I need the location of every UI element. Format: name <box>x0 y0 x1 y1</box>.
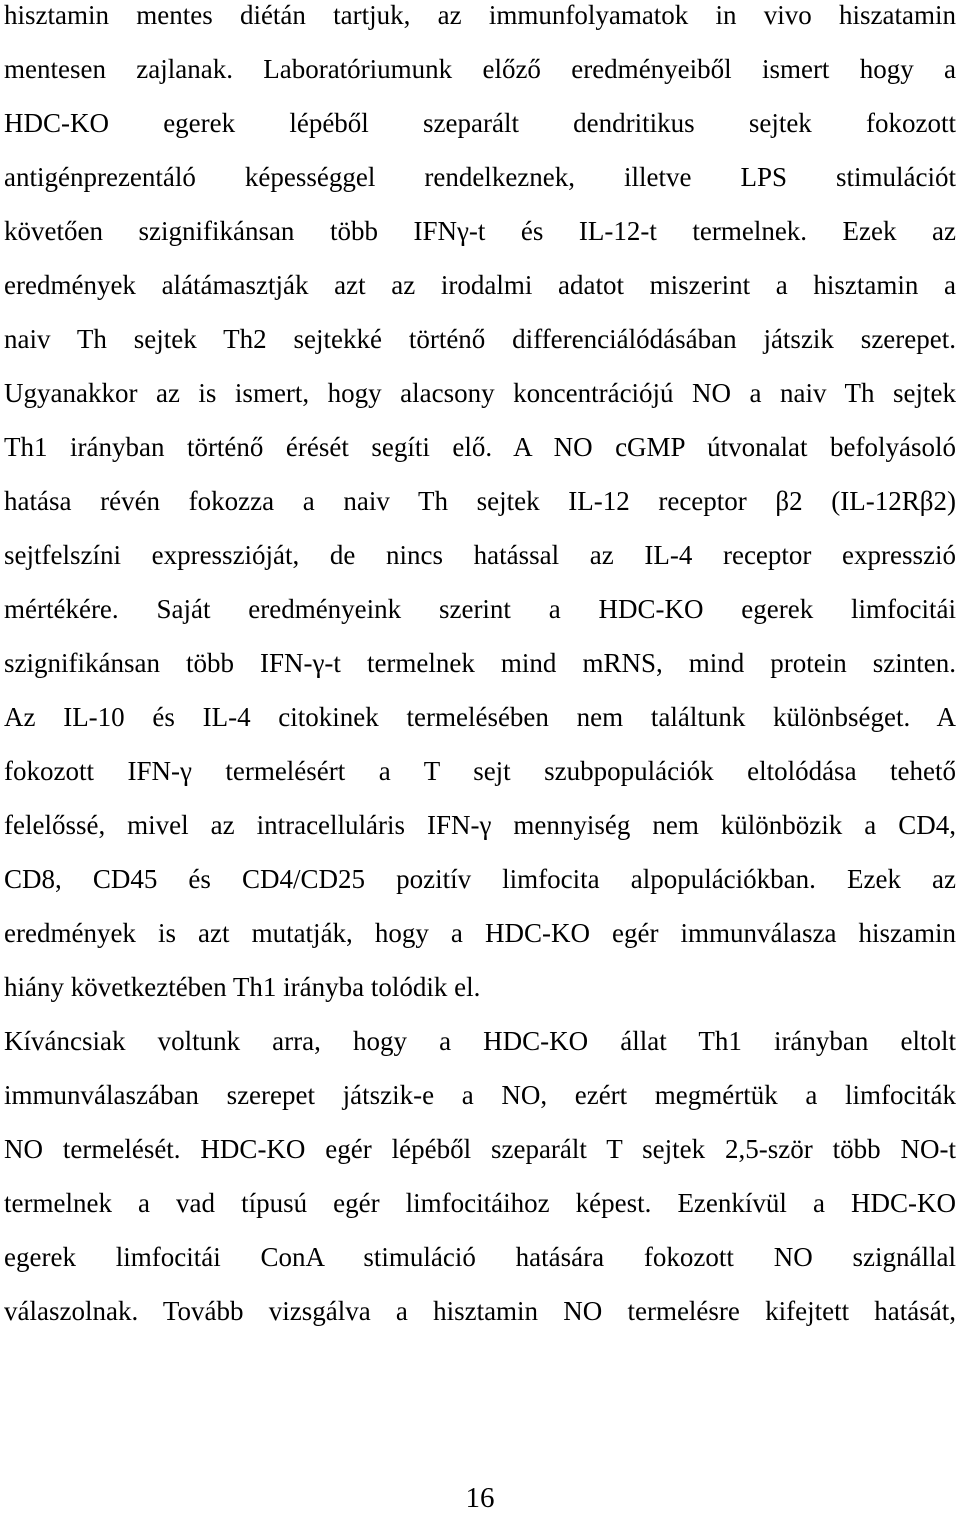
text-line: hiány következtében Th1 irányba tolódik el. <box>4 972 481 1002</box>
text-line: sejtfelszíni expresszióját, de nincs hatással az IL-4 receptor expresszió <box>4 540 956 570</box>
text-line: Kíváncsiak voltunk arra, hogy a HDC-KO állat Th1 irányban eltolt <box>4 1026 956 1056</box>
text-line: mentesen zajlanak. Laboratóriumunk előző eredményeiből ismert hogy a <box>4 54 956 84</box>
text-line: hisztamin mentes diétán tartjuk, az immunfolyamatok in vivo hiszatamin <box>4 0 956 30</box>
text-line: HDC-KO egerek lépéből szeparált dendritikus sejtek fokozott <box>4 108 956 138</box>
text-line: Az IL-10 és IL-4 citokinek termelésében nem találtunk különbséget. A <box>4 702 956 732</box>
text-line: immunválaszában szerepet játszik-e a NO, ezért megmértük a limfociták <box>4 1080 956 1110</box>
text-line: eredmények is azt mutatják, hogy a HDC-KO egér immunválasza hiszamin <box>4 918 956 948</box>
page-number: 16 <box>465 1482 495 1514</box>
text-line: Th1 irányban történő érését segíti elő. A NO cGMP útvonalat befolyásoló <box>4 432 956 462</box>
text-line: NO termelését. HDC-KO egér lépéből szeparált T sejtek 2,5-ször több NO-t <box>4 1134 956 1164</box>
text-line: hatása révén fokozza a naiv Th sejtek IL-12 receptor β2 (IL-12Rβ2) <box>4 486 956 516</box>
text-line: szignifikánsan több IFN-γ-t termelnek mind mRNS, mind protein szinten. <box>4 648 956 678</box>
text-line: Ugyanakkor az is ismert, hogy alacsony koncentrációjú NO a naiv Th sejtek <box>4 378 956 408</box>
text-line: felelőssé, mivel az intracelluláris IFN-γ mennyiség nem különbözik a CD4, <box>4 810 956 840</box>
text-line: követően szignifikánsan több IFNγ-t és IL-12-t termelnek. Ezek az <box>4 216 956 246</box>
text-line: termelnek a vad típusú egér limfocitáihoz képest. Ezenkívül a HDC-KO <box>4 1188 956 1218</box>
text-line: fokozott IFN-γ termelésért a T sejt szubpopulációk eltolódása tehető <box>4 756 956 786</box>
text-line: CD8, CD45 és CD4/CD25 pozitív limfocita alpopulációkban. Ezek az <box>4 864 956 894</box>
text-line: antigénprezentáló képességgel rendelkeznek, illetve LPS stimulációt <box>4 162 956 192</box>
text-line: válaszolnak. Tovább vizsgálva a hisztamin NO termelésre kifejtett hatását, <box>4 1296 956 1326</box>
text-line: egerek limfocitái ConA stimuláció hatására fokozott NO szignállal <box>4 1242 956 1272</box>
text-line: mértékére. Saját eredményeink szerint a HDC-KO egerek limfocitái <box>4 594 956 624</box>
text-line: eredmények alátámasztják azt az irodalmi adatot miszerint a hisztamin a <box>4 270 956 300</box>
text-line: naiv Th sejtek Th2 sejtekké történő differenciálódásában játszik szerepet. <box>4 324 956 354</box>
